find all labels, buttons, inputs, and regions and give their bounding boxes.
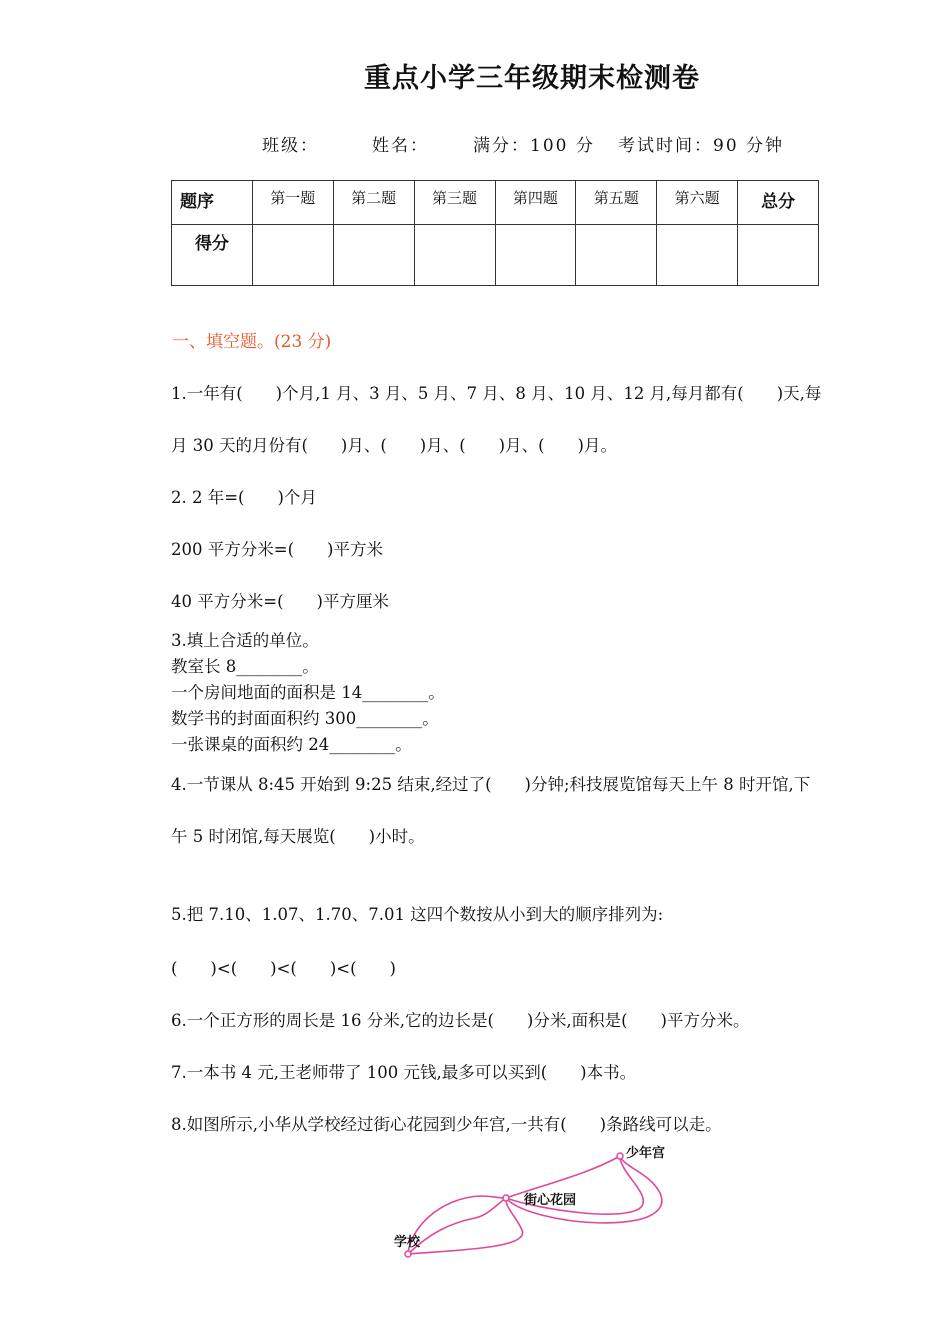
table-cell <box>172 181 253 225</box>
score-table-header-row <box>172 181 819 225</box>
question-1-line-1: 1.一年有( )个月,1 月、3 月、5 月、7 月、8 月、10 月、12 月,每月都有( )天,每 <box>171 384 822 403</box>
question-3-item-c: 数学书的封面面积约 300________。 <box>171 709 439 728</box>
route-garden-palace-1 <box>506 1156 620 1198</box>
table-cell <box>333 181 414 225</box>
score-cell[interactable] <box>576 225 657 286</box>
class-label: 班级： <box>262 136 319 156</box>
palace-label: 少年宫 <box>626 1146 666 1161</box>
school-dot <box>405 1251 411 1257</box>
route-school-garden-upper <box>408 1196 506 1254</box>
page-title: 重点小学三年级期末检测卷 <box>364 63 700 94</box>
question-5-line-2: ( )<( )<( )<( ) <box>171 959 396 978</box>
header-q4: 第四题 <box>512 189 558 207</box>
question-8: 8.如图所示,小华从学校经过街心花园到少年宫,一共有( )条路线可以走。 <box>171 1115 722 1134</box>
question-3-title: 3.填上合适的单位。 <box>171 631 319 650</box>
exam-time: 考试时间：90 分钟 <box>618 136 785 156</box>
table-cell <box>172 225 253 286</box>
question-3-item-d: 一张课桌的面积约 24________。 <box>171 735 412 754</box>
score-cell[interactable] <box>495 225 576 286</box>
question-7: 7.一本书 4 元,王老师带了 100 元钱,最多可以买到( )本书。 <box>171 1063 637 1082</box>
garden-dot <box>503 1195 509 1201</box>
table-cell <box>252 181 333 225</box>
header-question-order: 题序 <box>180 192 214 212</box>
section1-title: 一、填空题。(23 分) <box>172 332 332 352</box>
score-cell[interactable] <box>333 225 414 286</box>
header-q2: 第二题 <box>351 189 397 207</box>
table-cell <box>738 181 819 225</box>
question-3-item-a: 教室长 8________。 <box>171 657 319 676</box>
name-label: 姓名： <box>372 136 429 156</box>
header-q3: 第三题 <box>432 189 478 207</box>
table-cell <box>414 181 495 225</box>
question-4-line-1: 4.一节课从 8:45 开始到 9:25 结束,经过了( )分钟;科技展览馆每天上午 8 时开馆,下 <box>171 775 811 794</box>
full-score: 满分：100 分 <box>473 136 595 156</box>
question-2-line-1: 2. 2 年=( )个月 <box>171 488 317 507</box>
route-school-garden-middle <box>408 1198 506 1254</box>
question-2-line-2: 200 平方分米=( )平方米 <box>171 540 383 559</box>
table-cell <box>657 181 738 225</box>
row-label-score: 得分 <box>194 234 229 254</box>
score-cell[interactable] <box>738 225 819 286</box>
route-school-garden-lower <box>408 1198 523 1254</box>
header-q6: 第六题 <box>674 189 720 207</box>
school-label: 学校 <box>394 1235 421 1250</box>
header-total: 总分 <box>761 192 796 212</box>
question-5-line-1: 5.把 7.10、1.07、1.70、7.01 这四个数按从小到大的顺序排列为: <box>171 905 664 924</box>
score-table-score-row <box>172 225 819 286</box>
question-4-line-2: 午 5 时闭馆,每天展览( )小时。 <box>171 827 425 846</box>
question-1-line-2: 月 30 天的月份有( )月、( )月、( )月、( )月。 <box>171 436 617 455</box>
route-map <box>380 1138 700 1268</box>
table-cell <box>576 181 657 225</box>
table-cell <box>495 181 576 225</box>
score-table <box>171 180 819 286</box>
score-cell[interactable] <box>657 225 738 286</box>
garden-label: 街心花园 <box>524 1193 577 1208</box>
question-2-line-3: 40 平方分米=( )平方厘米 <box>171 592 389 611</box>
header-q5: 第五题 <box>593 189 639 207</box>
score-cell[interactable] <box>252 225 333 286</box>
header-q1: 第一题 <box>270 189 316 207</box>
palace-dot <box>617 1153 623 1159</box>
score-cell[interactable] <box>414 225 495 286</box>
question-3-item-b: 一个房间地面的面积是 14________。 <box>171 683 445 702</box>
question-6: 6.一个正方形的周长是 16 分米,它的边长是( )分米,面积是( )平方分米。 <box>171 1011 750 1030</box>
